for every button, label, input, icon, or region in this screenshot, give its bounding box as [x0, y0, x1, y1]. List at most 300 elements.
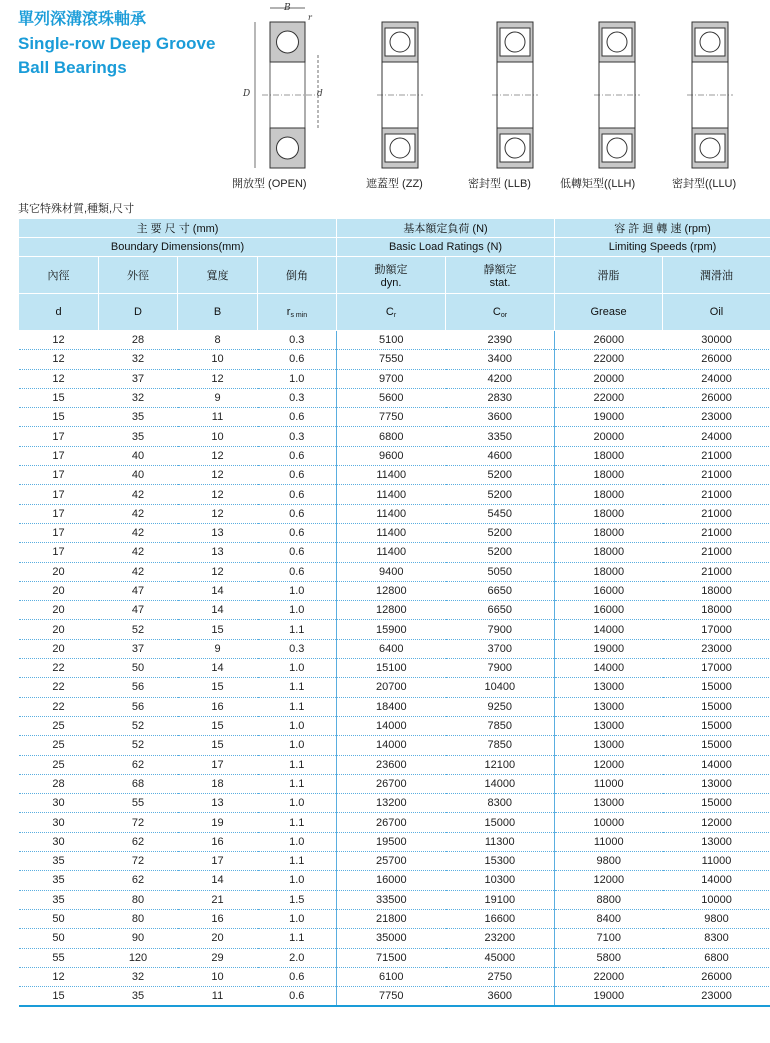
table-cell: 12100 — [446, 755, 555, 774]
table-cell: 15000 — [663, 716, 770, 735]
symbol-D: D — [99, 294, 178, 331]
table-cell: 5200 — [446, 523, 555, 542]
title-english: Single-row Deep Groove Ball Bearings — [18, 34, 216, 77]
table-cell: 30 — [19, 813, 99, 832]
table-cell: 20 — [19, 562, 99, 581]
table-cell: 2750 — [446, 967, 555, 986]
header-chamfer: 倒角 — [258, 257, 337, 294]
table-cell: 1.1 — [258, 774, 337, 793]
table-cell: 7850 — [446, 736, 555, 755]
table-cell: 0.3 — [258, 388, 337, 407]
table-cell: 5600 — [337, 388, 446, 407]
header-oil: 潤滑油 — [663, 257, 770, 294]
table-cell: 11400 — [337, 466, 446, 485]
table-row — [19, 987, 770, 1007]
table-cell: 0.6 — [258, 466, 337, 485]
table-cell: 18400 — [337, 697, 446, 716]
table-cell: 35 — [99, 408, 178, 427]
table-cell: 23000 — [663, 639, 770, 658]
table-cell: 21 — [178, 890, 258, 909]
table-cell: 7750 — [337, 408, 446, 427]
header-speed-zh: 容 許 迴 轉 速 (rpm) — [555, 219, 770, 238]
table-cell: 37 — [99, 369, 178, 388]
table-cell: 42 — [99, 504, 178, 523]
table-cell: 21000 — [663, 446, 770, 465]
table-row — [19, 813, 770, 832]
table-cell: 1.0 — [258, 369, 337, 388]
table-cell: 0.6 — [258, 408, 337, 427]
table-cell: 12800 — [337, 581, 446, 600]
table-cell: 1.1 — [258, 755, 337, 774]
table-cell: 14 — [178, 601, 258, 620]
table-cell: 56 — [99, 697, 178, 716]
table-cell: 10 — [178, 350, 258, 369]
sealed-llu-bearing-icon — [685, 20, 735, 175]
table-cell: 21000 — [663, 504, 770, 523]
table-cell: 37 — [99, 639, 178, 658]
table-cell: 32 — [99, 388, 178, 407]
table-cell: 18000 — [555, 543, 663, 562]
table-cell: 1.1 — [258, 813, 337, 832]
table-cell: 1.0 — [258, 909, 337, 928]
table-cell: 17 — [19, 485, 99, 504]
sealed-bearing-icon — [490, 20, 540, 175]
table-cell: 15300 — [446, 852, 555, 871]
table-cell: 15 — [178, 736, 258, 755]
table-cell: 20 — [19, 601, 99, 620]
table-cell: 17 — [178, 755, 258, 774]
table-cell: 16 — [178, 697, 258, 716]
header-outer-diameter: 外徑 — [99, 257, 178, 294]
table-cell: 10 — [178, 967, 258, 986]
table-cell: 0.3 — [258, 639, 337, 658]
header-load-en: Basic Load Ratings (N) — [337, 238, 555, 257]
table-cell: 14 — [178, 581, 258, 600]
table-cell: 3400 — [446, 350, 555, 369]
table-cell: 11400 — [337, 523, 446, 542]
table-cell: 13 — [178, 794, 258, 813]
header-grease: 滑脂 — [555, 257, 663, 294]
table-cell: 11000 — [663, 852, 770, 871]
table-cell: 21000 — [663, 485, 770, 504]
table-cell: 62 — [99, 832, 178, 851]
table-cell: 2390 — [446, 331, 555, 350]
table-cell: 0.3 — [258, 331, 337, 350]
table-cell: 26000 — [663, 350, 770, 369]
low-torque-bearing-icon — [592, 20, 642, 175]
table-cell: 22 — [19, 659, 99, 678]
table-cell: 12 — [19, 967, 99, 986]
table-cell: 47 — [99, 581, 178, 600]
table-cell: 22 — [19, 678, 99, 697]
special-note: 其它特殊材質,種類,尺寸 — [18, 203, 135, 215]
type-label-llh: 低轉矩型((LLH) — [560, 178, 636, 190]
table-row — [19, 755, 770, 774]
header-load-zh: 基本額定負荷 (N) — [337, 219, 555, 238]
table-cell: 62 — [99, 871, 178, 890]
table-cell: 30 — [19, 832, 99, 851]
table-cell: 72 — [99, 852, 178, 871]
table-cell: 0.6 — [258, 967, 337, 986]
table-row — [19, 446, 770, 465]
table-cell: 5800 — [555, 948, 663, 967]
table-cell: 52 — [99, 736, 178, 755]
table-cell: 19 — [178, 813, 258, 832]
table-cell: 19000 — [555, 987, 663, 1007]
table-cell: 1.1 — [258, 697, 337, 716]
table-cell: 2830 — [446, 388, 555, 407]
table-row — [19, 639, 770, 658]
table-cell: 20700 — [337, 678, 446, 697]
table-row — [19, 350, 770, 369]
table-cell: 5200 — [446, 485, 555, 504]
table-cell: 11400 — [337, 485, 446, 504]
table-cell: 17 — [19, 466, 99, 485]
table-row — [19, 581, 770, 600]
table-cell: 23600 — [337, 755, 446, 774]
table-cell: 6800 — [337, 427, 446, 446]
table-cell: 1.1 — [258, 929, 337, 948]
table-cell: 26700 — [337, 774, 446, 793]
table-cell: 23000 — [663, 408, 770, 427]
table-row — [19, 736, 770, 755]
table-cell: 20000 — [555, 427, 663, 446]
table-cell: 8300 — [446, 794, 555, 813]
table-row — [19, 408, 770, 427]
table-cell: 55 — [99, 794, 178, 813]
table-cell: 12 — [178, 485, 258, 504]
symbol-Cor: $C_{or}$ — [446, 294, 555, 331]
table-cell: 15 — [19, 388, 99, 407]
table-cell: 21000 — [663, 466, 770, 485]
table-cell: 14 — [178, 659, 258, 678]
table-cell: 15000 — [663, 736, 770, 755]
header-dynamic: 動額定 dyn. — [337, 257, 446, 294]
table-cell: 7100 — [555, 929, 663, 948]
table-cell: 14000 — [337, 736, 446, 755]
table-cell: 18000 — [663, 601, 770, 620]
table-cell: 52 — [99, 716, 178, 735]
table-cell: 25700 — [337, 852, 446, 871]
table-cell: 14000 — [663, 871, 770, 890]
table-row — [19, 504, 770, 523]
table-cell: 15 — [19, 987, 99, 1007]
table-row — [19, 543, 770, 562]
table-cell: 1.0 — [258, 794, 337, 813]
table-cell: 12 — [178, 446, 258, 465]
table-cell: 15000 — [663, 678, 770, 697]
table-cell: 6650 — [446, 581, 555, 600]
table-cell: 19000 — [555, 408, 663, 427]
table-cell: 35 — [19, 890, 99, 909]
table-cell: 23000 — [663, 987, 770, 1007]
table-row — [19, 871, 770, 890]
table-cell: 1.1 — [258, 620, 337, 639]
table-cell: 22 — [19, 697, 99, 716]
table-cell: 15 — [19, 408, 99, 427]
table-cell: 35 — [99, 427, 178, 446]
table-cell: 1.0 — [258, 871, 337, 890]
table-cell: 7550 — [337, 350, 446, 369]
table-cell: 0.6 — [258, 485, 337, 504]
table-cell: 16 — [178, 909, 258, 928]
table-cell: 18 — [178, 774, 258, 793]
table-cell: 18000 — [555, 504, 663, 523]
table-row — [19, 485, 770, 504]
table-cell: 32 — [99, 967, 178, 986]
table-cell: 0.6 — [258, 987, 337, 1007]
table-cell: 8300 — [663, 929, 770, 948]
table-cell: 10000 — [663, 890, 770, 909]
table-cell: 22000 — [555, 350, 663, 369]
table-cell: 5050 — [446, 562, 555, 581]
table-cell: 13000 — [555, 736, 663, 755]
table-cell: 18000 — [555, 446, 663, 465]
table-cell: 15 — [178, 620, 258, 639]
table-cell: 5100 — [337, 331, 446, 350]
table-cell: 12000 — [555, 871, 663, 890]
header-static: 靜額定 stat. — [446, 257, 555, 294]
table-row — [19, 967, 770, 986]
table-cell: 80 — [99, 909, 178, 928]
table-cell: 12 — [19, 331, 99, 350]
table-cell: 14000 — [663, 755, 770, 774]
table-cell: 71500 — [337, 948, 446, 967]
table-row — [19, 659, 770, 678]
table-cell: 5200 — [446, 543, 555, 562]
svg-text:d: d — [317, 89, 323, 99]
table-cell: 11000 — [555, 774, 663, 793]
table-cell: 7900 — [446, 659, 555, 678]
table-cell: 15000 — [663, 697, 770, 716]
table-row — [19, 909, 770, 928]
symbol-oil: Oil — [663, 294, 770, 331]
table-cell: 90 — [99, 929, 178, 948]
table-row — [19, 620, 770, 639]
table-cell: 10300 — [446, 871, 555, 890]
table-cell: 26000 — [555, 331, 663, 350]
table-cell: 19100 — [446, 890, 555, 909]
bearing-types-figure — [230, 0, 770, 190]
table-cell: 1.0 — [258, 736, 337, 755]
table-cell: 11 — [178, 408, 258, 427]
title-chinese: 單列深溝滾珠軸承 — [18, 11, 147, 28]
table-row — [19, 601, 770, 620]
table-cell: 5450 — [446, 504, 555, 523]
table-row — [19, 832, 770, 851]
table-cell: 9400 — [337, 562, 446, 581]
table-cell: 17 — [19, 523, 99, 542]
table-cell: 0.3 — [258, 427, 337, 446]
table-cell: 1.1 — [258, 678, 337, 697]
table-cell: 1.0 — [258, 716, 337, 735]
table-cell: 28 — [99, 331, 178, 350]
table-cell: 56 — [99, 678, 178, 697]
open-bearing-icon — [240, 0, 330, 175]
table-cell: 3350 — [446, 427, 555, 446]
table-cell: 11000 — [555, 832, 663, 851]
table-cell: 13 — [178, 523, 258, 542]
table-cell: 24000 — [663, 427, 770, 446]
table-cell: 25 — [19, 736, 99, 755]
table-cell: 42 — [99, 523, 178, 542]
table-cell: 42 — [99, 562, 178, 581]
table-cell: 20 — [178, 929, 258, 948]
table-cell: 17 — [178, 852, 258, 871]
table-cell: 72 — [99, 813, 178, 832]
table-cell: 0.6 — [258, 350, 337, 369]
table-cell: 17 — [19, 543, 99, 562]
table-cell: 19500 — [337, 832, 446, 851]
table-row — [19, 331, 770, 350]
svg-text:D: D — [243, 89, 251, 99]
header-boundary-en: Boundary Dimensions(mm) — [19, 238, 337, 257]
table-cell: 16600 — [446, 909, 555, 928]
table-cell: 26700 — [337, 813, 446, 832]
table-cell: 6650 — [446, 601, 555, 620]
table-cell: 12 — [178, 369, 258, 388]
table-cell: 50 — [99, 659, 178, 678]
table-cell: 8400 — [555, 909, 663, 928]
table-cell: 7900 — [446, 620, 555, 639]
table-cell: 21000 — [663, 562, 770, 581]
table-cell: 23200 — [446, 929, 555, 948]
table-row — [19, 794, 770, 813]
bearing-spec-table — [18, 218, 770, 1007]
table-cell: 1.5 — [258, 890, 337, 909]
table-cell: 14000 — [446, 774, 555, 793]
table-cell: 0.6 — [258, 446, 337, 465]
table-cell: 13000 — [555, 697, 663, 716]
type-label-llu: 密封型((LLU) — [672, 178, 737, 190]
table-cell: 35000 — [337, 929, 446, 948]
table-cell: 12 — [19, 350, 99, 369]
type-label-zz: 遮蓋型 (ZZ) — [366, 178, 423, 190]
table-cell: 10400 — [446, 678, 555, 697]
table-cell: 22000 — [555, 967, 663, 986]
table-cell: 35 — [19, 852, 99, 871]
table-row — [19, 852, 770, 871]
table-row — [19, 427, 770, 446]
table-cell: 18000 — [555, 485, 663, 504]
table-cell: 9250 — [446, 697, 555, 716]
table-cell: 32 — [99, 350, 178, 369]
header-speed-en: Limiting Speeds (rpm) — [555, 238, 770, 257]
table-cell: 20 — [19, 620, 99, 639]
table-cell: 13200 — [337, 794, 446, 813]
header-inner-diameter: 內徑 — [19, 257, 99, 294]
table-cell: 15000 — [446, 813, 555, 832]
table-cell: 15 — [178, 678, 258, 697]
table-cell: 16 — [178, 832, 258, 851]
table-cell: 30 — [19, 794, 99, 813]
table-cell: 4600 — [446, 446, 555, 465]
table-cell: 40 — [99, 446, 178, 465]
table-cell: 15100 — [337, 659, 446, 678]
table-cell: 8800 — [555, 890, 663, 909]
table-cell: 9600 — [337, 446, 446, 465]
table-row — [19, 466, 770, 485]
table-row — [19, 562, 770, 581]
table-cell: 55 — [19, 948, 99, 967]
table-cell: 80 — [99, 890, 178, 909]
table-cell: 12800 — [337, 601, 446, 620]
table-cell: 21000 — [663, 543, 770, 562]
table-cell: 0.6 — [258, 543, 337, 562]
table-cell: 20000 — [555, 369, 663, 388]
table-cell: 17000 — [663, 620, 770, 639]
table-cell: 13 — [178, 543, 258, 562]
table-cell: 50 — [19, 909, 99, 928]
table-cell: 26000 — [663, 388, 770, 407]
table-cell: 42 — [99, 543, 178, 562]
table-cell: 17 — [19, 427, 99, 446]
table-cell: 35 — [19, 871, 99, 890]
table-cell: 9 — [178, 639, 258, 658]
table-cell: 11400 — [337, 504, 446, 523]
table-cell: 29 — [178, 948, 258, 967]
type-label-open: 開放型 (OPEN) — [232, 178, 307, 190]
table-cell: 42 — [99, 485, 178, 504]
table-row — [19, 388, 770, 407]
table-cell: 18000 — [555, 523, 663, 542]
symbol-Cr: $C_r$ — [337, 294, 446, 331]
table-cell: 3600 — [446, 987, 555, 1007]
table-row — [19, 369, 770, 388]
table-cell: 21800 — [337, 909, 446, 928]
table-cell: 4200 — [446, 369, 555, 388]
table-cell: 12 — [178, 504, 258, 523]
table-cell: 47 — [99, 601, 178, 620]
type-label-llb: 密封型 (LLB) — [468, 178, 531, 190]
table-cell: 1.0 — [258, 832, 337, 851]
table-row — [19, 890, 770, 909]
table-cell: 14000 — [555, 659, 663, 678]
table-cell: 8 — [178, 331, 258, 350]
table-cell: 9800 — [555, 852, 663, 871]
table-cell: 17 — [19, 504, 99, 523]
table-cell: 33500 — [337, 890, 446, 909]
table-cell: 15000 — [663, 794, 770, 813]
table-cell: 11 — [178, 987, 258, 1007]
table-cell: 1.0 — [258, 581, 337, 600]
table-cell: 26000 — [663, 967, 770, 986]
svg-text:B: B — [284, 3, 291, 13]
table-cell: 15 — [178, 716, 258, 735]
table-cell: 16000 — [337, 871, 446, 890]
table-cell: 13000 — [555, 678, 663, 697]
table-row — [19, 523, 770, 542]
table-row — [19, 948, 770, 967]
table-cell: 62 — [99, 755, 178, 774]
table-cell: 6800 — [663, 948, 770, 967]
table-cell: 0.6 — [258, 523, 337, 542]
table-cell: 18000 — [555, 562, 663, 581]
table-cell: 11300 — [446, 832, 555, 851]
table-cell: 21000 — [663, 523, 770, 542]
table-cell: 45000 — [446, 948, 555, 967]
symbol-d: d — [19, 294, 99, 331]
table-cell: 50 — [19, 929, 99, 948]
table-cell: 14 — [178, 871, 258, 890]
table-cell: 3700 — [446, 639, 555, 658]
table-cell: 19000 — [555, 639, 663, 658]
symbol-grease: Grease — [555, 294, 663, 331]
table-cell: 9800 — [663, 909, 770, 928]
table-cell: 12 — [178, 562, 258, 581]
table-row — [19, 716, 770, 735]
table-cell: 16000 — [555, 581, 663, 600]
